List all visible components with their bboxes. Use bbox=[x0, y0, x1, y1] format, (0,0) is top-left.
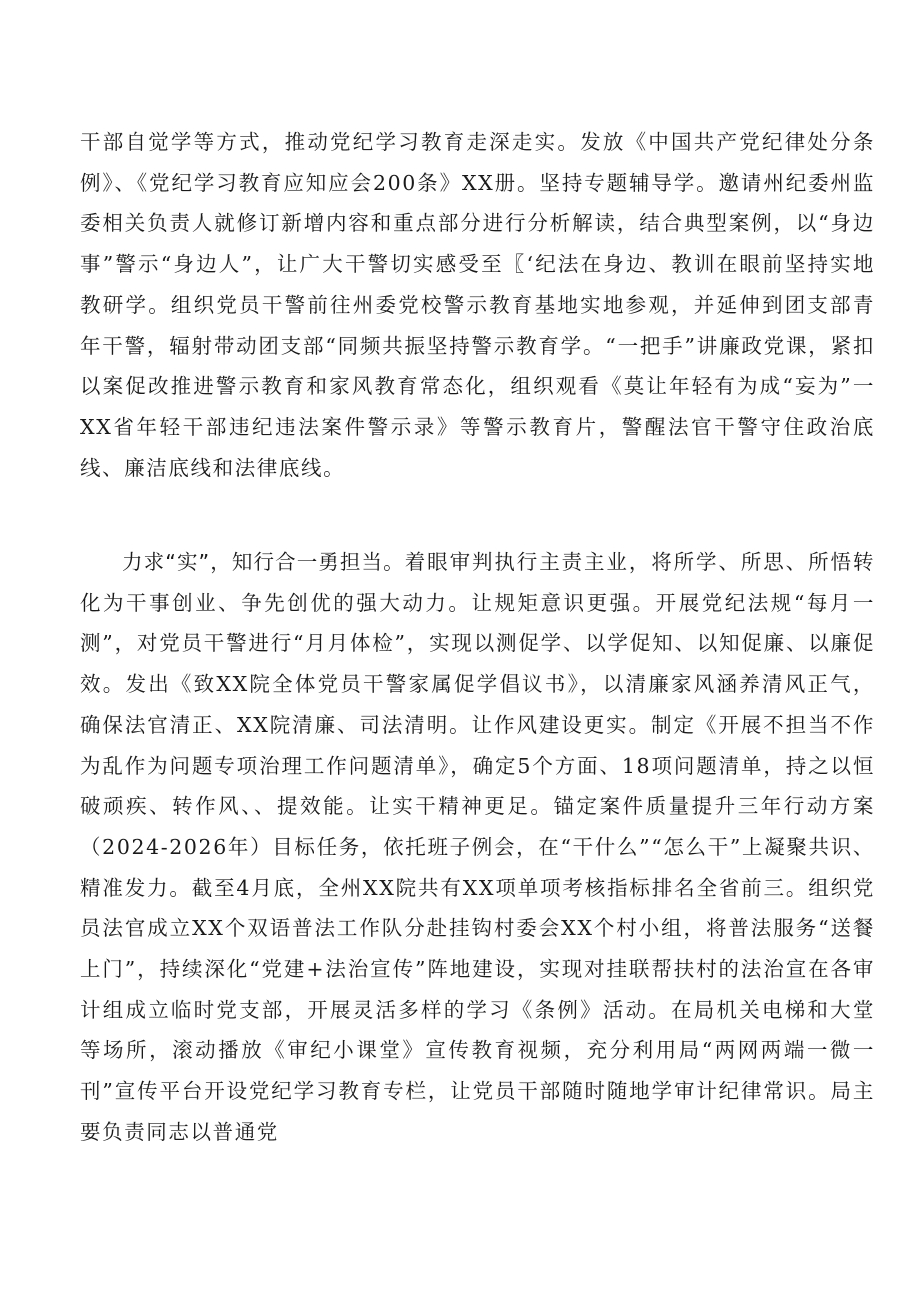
body-paragraph-2 bbox=[80, 542, 875, 1153]
body-paragraph-1: 干部自觉学等方式，推动党纪学习教育走深走实。发放《中国共产党纪律处分条例》、《党纪学习教育应知应会200条》XX册。坚持专题辅导学。邀请州纪委州监委相关负责人就修订新增内容和重点部分进行分析解读，结合典型案例，以“身边事”警示“身边人”，让广大干警切实感受至〖‘纪法在身边、教训在眼前坚持实地教研学。组织党员干警前往州委党校警示教育基地实地参观，并延伸到团支部青年干警，辐射带动团支部“同频共振坚持警示教育学。“一把手”讲廉政党课，紧扣以案促改推进警示教育和家风教育常态化，组织观看《莫让年轻有为成“妄为”一XX省年轻干部违纪违法案件警示录》等警示教育片，警醒法官干警守住政治底线、廉洁底线和法律底线。 bbox=[80, 130, 875, 480]
paragraph-2-body-text: 着眼审判执行主责主业，将所学、所思、所悟转化为干事创业、争先创优的强大动力。让规矩意识更强。开展党纪法规“每月一测”，对党员干警进行“月月体检”，实现以测促学、以学促知、以知促廉、以廉促效。发出《致XX院全体党员干警家属促学倡议书》，以清廉家风涵养清风正气，确保法官清正、XX院清廉、司法清明。让作风建设更实。制定《开展不担当不作为乱作为问题专项治理工作问题清单》，确定5个方面、18项问题清单，持之以恒破顽疾、转作风、、提效能。让实干精神更足。锚定案件质量提升三年行动方案（2024-2026年）目标任务，依托班子例会，在“干什么”“怎么干”上凝聚共识、精准发力。截至4月底，全州XX院共有XX项单项考核指标排名全省前三。组织党员法官成立XX个双语普法工作队分赴挂钩村委会XX个村小组，将普法服务“送餐上门”，持续深化“党建+法治宣传”阵地建设，实现对挂联帮扶村的法治宣在各审计组成立临时党支部，开展灵活多样的学习《条例》活动。在局机关电梯和大堂等场所，滚动播放《审纪小课堂》宣传教育视频，充分利用局“两网两端一微一刊”宣传平台开设党纪学习教育专栏，让党员干部随时随地学审计纪律常识。局主要负责同志以普通党 bbox=[80, 550, 875, 1144]
paragraph-lead-heading: 力求“实”，知行合一勇担当。 bbox=[122, 550, 405, 574]
